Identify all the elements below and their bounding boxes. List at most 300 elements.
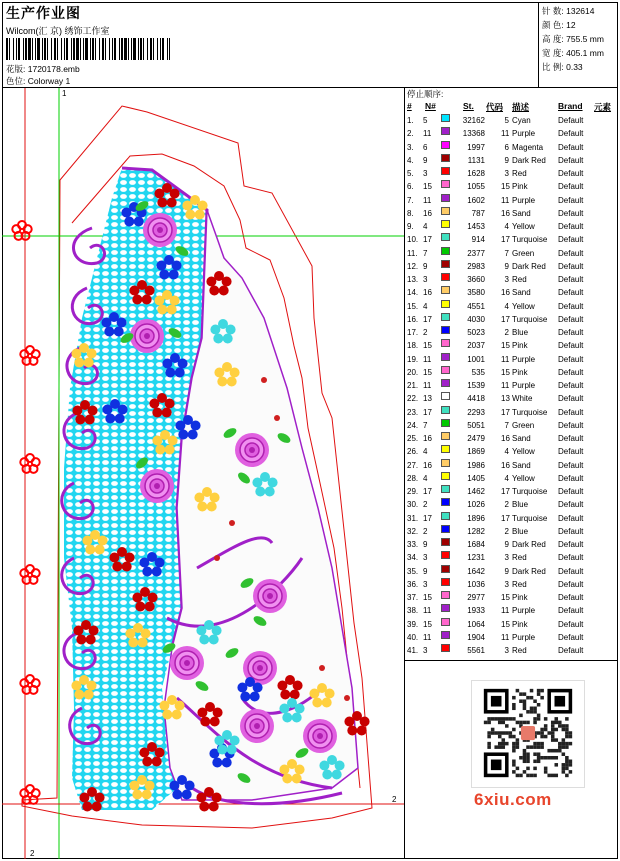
qr-module (533, 767, 537, 771)
cell-brand: Default (558, 434, 584, 443)
cell-stitches: 3580 (467, 288, 485, 298)
qr-module (555, 774, 559, 778)
color-swatch (441, 472, 450, 480)
qr-module (562, 738, 566, 742)
cell-needle: 15 (423, 341, 432, 351)
qr-module (533, 774, 537, 778)
cell-desc: Turquoise (512, 235, 548, 245)
cell-desc: Purple (512, 381, 536, 390)
cell-desc: Sand (512, 288, 531, 298)
barcode-bar (80, 38, 81, 60)
stat-colors (542, 18, 604, 32)
qr-module (569, 763, 573, 767)
cell-stitches: 1231 (467, 553, 485, 563)
qr-module (516, 774, 520, 778)
barcode-bar (169, 38, 170, 60)
table-row (405, 538, 618, 551)
stat-value: 132614 (566, 6, 595, 16)
cell-stitches: 1282 (467, 526, 485, 536)
qr-module (498, 721, 502, 725)
table-row (405, 472, 618, 485)
qr-module (540, 745, 544, 749)
cell-desc: Cyan (512, 116, 531, 125)
cell-desc: Purple (512, 129, 536, 139)
cell-stitches: 1602 (467, 195, 485, 205)
cell-brand: Default (558, 367, 584, 377)
color-swatch (441, 194, 450, 202)
cell-brand: Default (558, 288, 584, 298)
cell-index: 21. (407, 381, 419, 390)
cell-index: 2. (407, 129, 414, 139)
cell-desc: Red (512, 275, 527, 284)
qr-module (516, 721, 520, 725)
qr-code (471, 680, 585, 788)
cell-brand: Default (558, 341, 584, 351)
qr-module (565, 745, 569, 749)
table-row (405, 207, 618, 220)
qr-module (523, 760, 527, 764)
cell-stitches: 32162 (462, 116, 485, 125)
cell-desc: Turquoise (512, 407, 548, 417)
barcode-bar (13, 38, 14, 60)
qr-module (526, 710, 530, 714)
qr-module (537, 692, 541, 696)
qr-module (523, 692, 527, 696)
cell-brand: Default (558, 632, 584, 642)
cell-brand: Default (558, 381, 584, 390)
guide-label-1: 1 (62, 89, 67, 98)
qr-module (562, 763, 566, 767)
cell-needle: 13 (423, 394, 432, 404)
color-swatch (441, 459, 450, 467)
cell-needle: 3 (423, 553, 428, 563)
color-swatch (441, 512, 450, 520)
qr-module (523, 721, 527, 725)
cell-index: 38. (407, 606, 419, 616)
barcode-bar (83, 38, 84, 60)
stat-label: 比 例: (542, 62, 564, 72)
cell-code: 6 (504, 142, 509, 152)
qr-module (540, 731, 544, 735)
qr-module (551, 756, 555, 760)
cell-index: 7. (407, 195, 414, 205)
barcode-bar (147, 38, 148, 60)
cell-stitches: 5561 (467, 646, 485, 655)
cell-needle: 15 (423, 593, 432, 602)
barcode-bar (114, 38, 116, 60)
cell-desc: Yellow (512, 473, 535, 483)
qr-module (540, 742, 544, 746)
qr-module (555, 738, 559, 742)
cell-code: 3 (504, 553, 509, 563)
color-swatch (441, 114, 450, 122)
barcode-bar (157, 38, 158, 60)
qr-module (512, 707, 516, 711)
colorway-row (6, 75, 70, 87)
color-swatch (441, 207, 450, 215)
cell-brand: Default (558, 513, 584, 523)
cell-stitches: 535 (471, 367, 485, 377)
barcode-bar (71, 38, 72, 60)
cell-stitches: 5051 (467, 420, 485, 430)
cell-needle: 15 (423, 182, 432, 192)
cell-brand: Default (558, 526, 584, 536)
cell-stitches: 1131 (467, 155, 485, 165)
cell-index: 4. (407, 155, 414, 165)
qr-module (540, 735, 544, 739)
cell-desc: White (512, 394, 533, 404)
cell-stitches: 1986 (467, 460, 485, 470)
barcode-bar (64, 38, 65, 60)
stat-label: 颜 色: (542, 20, 564, 30)
cell-brand: Default (558, 473, 584, 483)
barcode-bar (44, 38, 46, 60)
barcode-bar (25, 38, 27, 60)
table-row (405, 114, 618, 127)
qr-module (519, 756, 523, 760)
col-header-brand: Brand (558, 101, 583, 111)
qr-module (502, 731, 506, 735)
cell-stitches: 1896 (467, 513, 485, 523)
stat-label: 针 数: (542, 6, 564, 16)
barcode-bar (42, 38, 43, 60)
cell-brand: Default (558, 182, 584, 192)
cell-brand: Default (558, 169, 584, 178)
barcode-bar (32, 38, 33, 60)
cell-desc: Pink (512, 341, 528, 351)
cell-index: 22. (407, 394, 419, 404)
barcode-bar (23, 38, 24, 60)
cell-index: 41. (407, 646, 419, 655)
color-swatch (441, 498, 450, 506)
qr-module (523, 749, 527, 753)
stat-scale (542, 60, 604, 74)
qr-module (498, 735, 502, 739)
cell-stitches: 1064 (467, 619, 485, 629)
qr-module (523, 770, 527, 774)
cell-needle: 4 (423, 222, 428, 231)
table-row (405, 551, 618, 564)
cell-brand: Default (558, 500, 584, 510)
barcode-bar (167, 38, 168, 60)
cell-desc: Turquoise (512, 314, 548, 324)
qr-module (551, 728, 555, 732)
qr-module (544, 735, 548, 739)
cell-index: 31. (407, 513, 419, 523)
cell-desc: Purple (512, 632, 536, 642)
qr-module (512, 770, 516, 774)
cell-stitches: 1055 (467, 182, 485, 192)
cell-index: 9. (407, 222, 414, 231)
cell-needle: 3 (423, 169, 428, 178)
qr-module (498, 717, 502, 721)
cell-needle: 17 (423, 487, 432, 496)
qr-module (537, 689, 541, 693)
cell-needle: 2 (423, 500, 428, 510)
qr-module (519, 721, 523, 725)
qr-module (569, 742, 573, 746)
qr-module (562, 724, 566, 728)
qr-module (533, 745, 537, 749)
qr-module (540, 756, 544, 760)
cell-code: 15 (501, 341, 510, 351)
qr-module (540, 728, 544, 732)
cell-stitches: 1904 (467, 632, 485, 642)
qr-module (547, 774, 551, 778)
cell-brand: Default (558, 275, 584, 284)
cell-needle: 17 (423, 407, 432, 417)
stat-value: 755.5 mm (566, 34, 604, 44)
cell-needle: 9 (423, 155, 428, 165)
cell-index: 10. (407, 235, 419, 245)
qr-module (487, 731, 491, 735)
qr-module (547, 756, 551, 760)
qr-module (533, 760, 537, 764)
cell-code: 17 (501, 487, 510, 496)
barcode-bar (16, 38, 17, 60)
qr-module (516, 745, 520, 749)
cell-code: 4 (504, 301, 509, 311)
cell-desc: Pink (512, 182, 528, 192)
qr-module (551, 738, 555, 742)
cell-needle: 7 (423, 248, 428, 258)
cell-brand: Default (558, 606, 584, 616)
cell-needle: 16 (423, 460, 432, 470)
cell-needle: 9 (423, 540, 428, 549)
cell-index: 32. (407, 526, 419, 536)
cell-code: 3 (504, 579, 509, 589)
cell-brand: Default (558, 129, 584, 139)
barcode-bar (35, 38, 36, 60)
cell-code: 17 (501, 235, 510, 245)
qr-module (551, 724, 555, 728)
qr-module (537, 756, 541, 760)
table-row (405, 313, 618, 326)
col-header-code: 代码 (486, 102, 504, 112)
cell-desc: Pink (512, 593, 528, 602)
qr-module (530, 696, 534, 700)
cell-stitches: 1869 (467, 447, 485, 457)
cell-needle: 16 (423, 434, 432, 443)
qr-module (512, 717, 516, 721)
embroidery-preview (2, 88, 405, 859)
cell-desc: Red (512, 169, 527, 178)
color-swatch (441, 167, 450, 175)
stat-value: 0.33 (566, 62, 583, 72)
barcode-bar (95, 38, 96, 60)
qr-module (533, 707, 537, 711)
qr-module (484, 721, 488, 725)
cell-index: 19. (407, 354, 419, 364)
barcode (6, 38, 170, 60)
cell-stitches: 1997 (467, 142, 485, 152)
qr-module (505, 731, 509, 735)
color-swatch (441, 286, 450, 294)
barcode-bar (162, 38, 164, 60)
cell-stitches: 1001 (467, 354, 485, 364)
color-swatch (441, 525, 450, 533)
table-row (405, 353, 618, 366)
qr-module (533, 721, 537, 725)
qr-module (512, 703, 516, 707)
qr-module (569, 770, 573, 774)
barcode-bar (28, 38, 31, 60)
cell-index: 35. (407, 566, 419, 576)
barcode-bar (90, 38, 91, 60)
cell-needle: 3 (423, 275, 428, 284)
color-swatch (441, 260, 450, 268)
qr-module (565, 760, 569, 764)
cell-needle: 7 (423, 420, 428, 430)
barcode-bar (119, 38, 120, 60)
cell-code: 3 (504, 275, 509, 284)
qr-module (523, 707, 527, 711)
cell-index: 16. (407, 314, 419, 324)
cell-brand: Default (558, 460, 584, 470)
qr-module (491, 731, 495, 735)
cell-needle: 3 (423, 579, 428, 589)
table-row (405, 604, 618, 617)
cell-needle: 15 (423, 367, 432, 377)
qr-module (502, 745, 506, 749)
table-row (405, 154, 618, 167)
qr-module (555, 717, 559, 721)
qr-module (516, 738, 520, 742)
cell-brand: Default (558, 195, 584, 205)
cell-brand: Default (558, 553, 584, 563)
color-swatch (441, 406, 450, 414)
cell-desc: Green (512, 248, 535, 258)
barcode-bar (124, 38, 127, 60)
barcode-bar (109, 38, 110, 60)
qr-module (547, 731, 551, 735)
qr-module (487, 745, 491, 749)
cell-brand: Default (558, 394, 584, 404)
table-row (405, 300, 618, 313)
table-row (405, 379, 618, 392)
qr-module (502, 738, 506, 742)
qr-module (555, 763, 559, 767)
cell-index: 40. (407, 632, 419, 642)
qr-module (565, 774, 569, 778)
cell-desc: Turquoise (512, 513, 548, 523)
cell-code: 2 (504, 500, 509, 510)
qr-module (512, 763, 516, 767)
cell-desc: Red (512, 579, 527, 589)
cell-stitches: 1628 (467, 169, 485, 178)
cell-stitches: 1684 (467, 540, 485, 549)
barcode-bar (133, 38, 136, 60)
qr-module (565, 731, 569, 735)
cell-index: 18. (407, 341, 419, 351)
cell-code: 15 (501, 182, 510, 192)
barcode-bar (121, 38, 123, 60)
side-panel (405, 88, 618, 859)
qr-module (565, 728, 569, 732)
cell-index: 13. (407, 275, 419, 284)
cell-desc: Purple (512, 354, 536, 364)
guide-label-2b: 2 (392, 795, 397, 804)
qr-finder (491, 760, 502, 771)
pattern-value: 1720178.emb (27, 64, 80, 74)
cell-desc: Yellow (512, 301, 535, 311)
cell-code: 17 (501, 513, 510, 523)
cell-stitches: 4030 (467, 314, 485, 324)
cell-stitches: 1539 (467, 381, 485, 390)
qr-module (512, 749, 516, 753)
color-swatch (441, 247, 450, 255)
cell-brand: Default (558, 593, 584, 602)
company-name: Wilcom(汇 京) 绣饰工作室 (6, 26, 110, 36)
color-swatch (441, 353, 450, 361)
qr-module (502, 717, 506, 721)
col-header-st: St. (463, 101, 474, 111)
pattern-row (6, 63, 80, 75)
qr-module (533, 717, 537, 721)
col-header-desc: 描述 (512, 102, 530, 112)
qr-module (558, 724, 562, 728)
qr-module (558, 749, 562, 753)
qr-module (562, 742, 566, 746)
qr-module (551, 731, 555, 735)
table-row (405, 141, 618, 154)
qr-module (562, 767, 566, 771)
cell-code: 16 (501, 434, 510, 443)
cell-stitches: 2293 (467, 407, 485, 417)
qr-module (530, 774, 534, 778)
qr-finder (491, 696, 502, 707)
page-title: 生产作业图 (6, 5, 81, 21)
qr-module (530, 745, 534, 749)
barcode-bar (128, 38, 129, 60)
cell-brand: Default (558, 155, 584, 165)
table-row (405, 366, 618, 379)
table-row (405, 432, 618, 445)
table-row (405, 512, 618, 525)
table-row (405, 578, 618, 591)
qr-module (516, 689, 520, 693)
colorway-label: 色位: (6, 76, 26, 86)
cell-stitches: 3660 (467, 275, 485, 284)
cell-brand: Default (558, 447, 584, 457)
cell-brand: Default (558, 142, 584, 152)
qr-module (526, 752, 530, 756)
table-row (405, 180, 618, 193)
qr-module (509, 731, 513, 735)
cell-needle: 16 (423, 288, 432, 298)
cell-needle: 11 (423, 195, 432, 205)
cell-index: 28. (407, 473, 419, 483)
cell-code: 9 (504, 155, 509, 165)
qr-module (526, 756, 530, 760)
qr-module (555, 749, 559, 753)
cell-code: 11 (501, 606, 510, 616)
qr-module (565, 763, 569, 767)
cell-brand: Default (558, 566, 584, 576)
table-row (405, 326, 618, 339)
barcode-bar (54, 38, 56, 60)
table-row (405, 565, 618, 578)
qr-module (498, 731, 502, 735)
qr-module (487, 735, 491, 739)
cell-desc: Magenta (512, 142, 544, 152)
cell-brand: Default (558, 235, 584, 245)
stat-value: 405.1 mm (566, 48, 604, 58)
color-swatch (441, 419, 450, 427)
qr-module (544, 728, 548, 732)
qr-module (555, 728, 559, 732)
color-swatch (441, 233, 450, 241)
